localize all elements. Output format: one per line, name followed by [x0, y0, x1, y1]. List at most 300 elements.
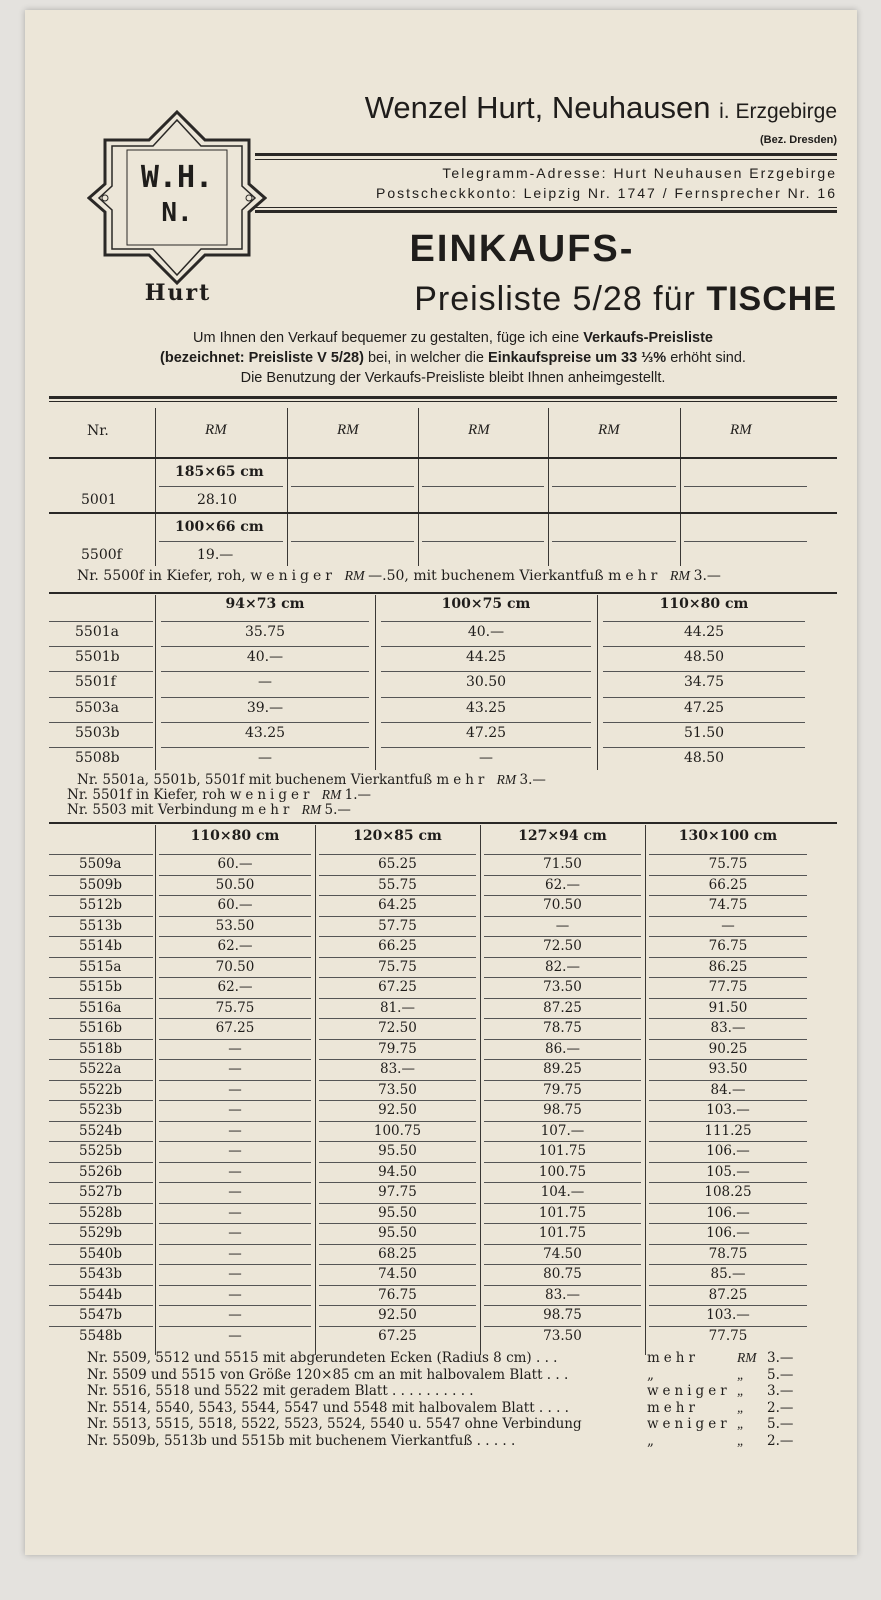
row-rule — [319, 875, 476, 876]
row-rule — [484, 1141, 641, 1142]
row-rule — [159, 1100, 311, 1101]
note-text: Nr. 5501f in Kiefer, roh — [67, 787, 230, 803]
row-rule — [319, 1018, 476, 1019]
row-rule — [159, 895, 311, 896]
item-number: 5503b — [75, 724, 120, 741]
price-value: 57.75 — [378, 917, 417, 934]
row-rule — [49, 1223, 153, 1224]
price-value: 79.75 — [543, 1081, 582, 1098]
price-value: 62.— — [217, 979, 253, 995]
price-value: 44.25 — [683, 624, 725, 640]
price-value: 60.— — [217, 856, 253, 872]
table-2-top-rule — [49, 592, 837, 594]
row-rule — [161, 697, 369, 698]
row-rule — [319, 1080, 476, 1081]
column-divider — [287, 408, 288, 566]
row-rule — [49, 1018, 153, 1019]
price-value: — — [228, 1040, 242, 1057]
price-value: 67.25 — [378, 1327, 417, 1344]
note-part: RM — [669, 569, 694, 584]
price-value: 93.50 — [708, 1061, 748, 1077]
price-value: 66.25 — [708, 876, 748, 893]
price-value: — — [228, 1061, 242, 1077]
intro-text: bei, in welcher die — [367, 350, 485, 366]
row-rule — [159, 1182, 311, 1183]
price-value: — — [555, 917, 570, 934]
row-rule — [484, 936, 641, 937]
row-rule — [649, 1264, 807, 1265]
note-amount: 5.— — [767, 1366, 794, 1383]
price-value: 92.50 — [378, 1307, 417, 1323]
row-rule — [49, 1285, 153, 1286]
item-number: 5501f — [75, 674, 116, 691]
intro-line-1 — [53, 330, 853, 346]
header-rule-top — [255, 153, 837, 156]
price-value: 73.50 — [543, 979, 582, 995]
row-rule — [159, 875, 311, 876]
intro-bold: Verkaufs-Preisliste — [583, 330, 713, 346]
price-value: 43.25 — [244, 724, 286, 741]
row-rule — [161, 646, 369, 647]
price-value: 50.50 — [215, 876, 255, 893]
row-rule — [649, 1305, 807, 1306]
row-rule — [319, 1285, 476, 1286]
item-number: 5547b — [79, 1307, 122, 1323]
row-rule — [319, 977, 476, 978]
row-rule — [484, 1018, 641, 1019]
cell-rule — [159, 486, 283, 487]
row-rule — [381, 621, 591, 622]
row-rule — [49, 1162, 153, 1163]
cell-rule — [291, 486, 414, 487]
note-currency: „ — [737, 1383, 745, 1398]
telegram-address: Telegramm-Adresse: Hurt Neuhausen Erzgebirge — [442, 165, 837, 181]
row-rule — [49, 916, 153, 917]
row-rule — [159, 936, 311, 937]
price-value: 40.— — [467, 624, 505, 640]
item-number: 5528b — [79, 1204, 122, 1221]
note-currency: RM — [496, 772, 520, 787]
price-value: 103.— — [706, 1307, 750, 1323]
row-rule — [649, 1100, 807, 1101]
row-rule — [319, 1182, 476, 1183]
currency-header: RM — [730, 422, 752, 438]
table-2-note — [67, 802, 351, 818]
item-number: 5509a — [79, 856, 122, 872]
row-rule — [319, 998, 476, 999]
item-number: 5548b — [79, 1327, 122, 1344]
row-rule — [649, 998, 807, 999]
price-value: 90.25 — [708, 1040, 748, 1057]
price-value: 106.— — [706, 1143, 750, 1159]
row-rule — [319, 1264, 476, 1265]
size-header: 130×100 cm — [678, 828, 778, 844]
row-rule — [319, 854, 476, 855]
intro-line-3: Die Benutzung der Verkaufs-Preisliste bleibt Ihnen anheimgestellt. — [240, 370, 666, 386]
intro-bold: Einkaufspreise um 33 ⅓% — [488, 350, 667, 366]
row-rule — [649, 957, 807, 958]
row-rule — [484, 1244, 641, 1245]
price-value: — — [228, 1163, 242, 1180]
logo-initial-n: N. — [161, 198, 193, 228]
row-rule — [49, 957, 153, 958]
postscheck-phone: Postscheckkonto: Leipzig Nr. 1747 / Fernsprecher Nr. 16 — [376, 185, 837, 201]
title-tische: TISCHE — [706, 280, 837, 318]
price-value: — — [228, 1102, 242, 1118]
price-value: 87.25 — [543, 999, 582, 1016]
row-rule — [484, 1326, 641, 1327]
price-value: 72.50 — [543, 938, 582, 954]
price-value: — — [228, 1266, 242, 1282]
row-rule — [49, 998, 153, 999]
note-kind: mehr — [647, 1350, 699, 1366]
row-rule — [484, 1121, 641, 1122]
row-rule — [649, 977, 807, 978]
row-rule — [49, 1203, 153, 1204]
row-rule — [159, 1121, 311, 1122]
row-rule — [159, 957, 311, 958]
price-value: 78.75 — [543, 1020, 582, 1036]
item-number: 5513b — [79, 917, 122, 934]
note-kind: weniger — [647, 1416, 731, 1432]
row-rule — [649, 1039, 807, 1040]
firm-name-suffix: i. Erzgebirge — [719, 100, 837, 123]
price-value: 74.50 — [543, 1245, 582, 1262]
item-number: 5524b — [79, 1122, 122, 1139]
row-rule — [603, 646, 805, 647]
row-rule — [319, 1223, 476, 1224]
note-currency: RM — [301, 802, 325, 817]
row-rule — [319, 936, 476, 937]
row-rule — [649, 1203, 807, 1204]
price-value: 106.— — [706, 1204, 750, 1221]
note-amount: 3.— — [519, 772, 546, 788]
row-rule — [49, 1059, 153, 1060]
note-currency: „ — [737, 1416, 745, 1431]
row-rule — [649, 1223, 807, 1224]
row-rule — [49, 1326, 153, 1327]
price-value: 105.— — [706, 1163, 750, 1180]
price-value: 19.— — [197, 547, 234, 563]
price-value: 104.— — [540, 1184, 585, 1200]
row-rule — [161, 671, 369, 672]
item-number: 5525b — [79, 1143, 122, 1159]
size-header: 110×80 cm — [190, 828, 280, 844]
price-value: 71.50 — [543, 856, 582, 872]
row-rule — [49, 936, 153, 937]
row-rule — [159, 1018, 311, 1019]
price-value: 87.25 — [708, 1286, 748, 1303]
price-value: 48.50 — [683, 750, 725, 766]
row-rule — [381, 722, 591, 723]
price-value: 86.25 — [708, 958, 748, 975]
price-value: — — [721, 917, 735, 934]
price-value: 91.50 — [708, 999, 748, 1016]
price-value: 94.50 — [378, 1163, 417, 1180]
item-number: 5500f — [81, 547, 122, 563]
cell-rule — [684, 541, 807, 542]
price-value: 97.75 — [378, 1184, 417, 1200]
price-value: — — [228, 1143, 242, 1159]
price-value: 86.— — [545, 1040, 580, 1057]
row-rule — [49, 854, 153, 855]
price-value: 95.50 — [378, 1225, 417, 1241]
price-value: 67.25 — [378, 979, 417, 995]
note-currency: „ — [737, 1366, 745, 1382]
table-3-note — [87, 1416, 807, 1432]
item-number: 5540b — [79, 1245, 122, 1262]
row-rule — [49, 1039, 153, 1040]
note-kind: mehr — [436, 772, 497, 788]
table-3-top-rule — [49, 822, 837, 824]
note-kind: mehr — [647, 1399, 699, 1416]
section-rule — [49, 396, 837, 399]
row-rule — [603, 722, 805, 723]
item-number: 5526b — [79, 1163, 122, 1180]
price-value: 70.50 — [543, 897, 582, 913]
firm-name — [257, 90, 837, 126]
row-rule — [649, 916, 807, 917]
price-value: 85.— — [710, 1266, 746, 1282]
cell-rule — [422, 541, 544, 542]
item-number: 5518b — [79, 1040, 122, 1057]
item-number: 5512b — [79, 897, 122, 913]
cell-rule — [684, 486, 807, 487]
price-value: 77.75 — [708, 979, 748, 995]
row-rule — [649, 1162, 807, 1163]
cell-rule — [159, 541, 283, 542]
note-kind: „ — [647, 1432, 658, 1449]
price-value: 108.25 — [704, 1184, 752, 1200]
row-rule — [159, 1080, 311, 1081]
price-value: — — [228, 1327, 242, 1344]
note-amount: 5.— — [767, 1416, 794, 1432]
row-rule — [161, 722, 369, 723]
item-number: 5515b — [79, 979, 122, 995]
currency-header: RM — [205, 422, 227, 438]
cell-rule — [552, 541, 676, 542]
row-rule — [159, 977, 311, 978]
price-value: 98.75 — [543, 1102, 582, 1118]
row-rule — [49, 1182, 153, 1183]
row-rule — [319, 1121, 476, 1122]
row-rule — [49, 671, 153, 672]
row-rule — [484, 916, 641, 917]
row-rule — [319, 1244, 476, 1245]
note-amount: 2.— — [767, 1399, 794, 1416]
row-rule — [159, 1285, 311, 1286]
price-value: 83.— — [545, 1286, 580, 1303]
group-rule — [49, 512, 837, 514]
row-rule — [49, 747, 153, 748]
price-value: 73.50 — [543, 1327, 582, 1344]
row-rule — [319, 1100, 476, 1101]
row-rule — [649, 854, 807, 855]
logo-name: Hurt — [144, 280, 212, 306]
price-value: 75.75 — [378, 958, 417, 975]
row-rule — [319, 1326, 476, 1327]
table-3-note — [87, 1400, 807, 1416]
note-text: Nr. 5509, 5512 und 5515 mit abgerundeten Ecken (Radius 8 cm) . . . — [87, 1350, 558, 1366]
item-number: 5001 — [81, 492, 117, 508]
row-rule — [49, 1080, 153, 1081]
row-rule — [159, 1203, 311, 1204]
price-value: 55.75 — [378, 876, 417, 893]
item-number: 5503a — [75, 699, 119, 716]
price-list-sheet — [25, 10, 857, 1555]
row-rule — [603, 697, 805, 698]
size-header: 100×66 cm — [175, 519, 264, 535]
item-number: 5509b — [79, 876, 122, 893]
row-rule — [484, 1182, 641, 1183]
price-value: 64.25 — [378, 897, 417, 913]
firm-name-main: Wenzel Hurt, Neuhausen — [364, 90, 711, 125]
price-value: 106.— — [706, 1225, 750, 1241]
row-rule — [649, 1182, 807, 1183]
size-header: 127×94 cm — [518, 828, 607, 844]
item-number: 5516a — [79, 999, 122, 1016]
note-text: Nr. 5513, 5515, 5518, 5522, 5523, 5524, 5540 u. 5547 ohne Verbindung — [87, 1416, 582, 1432]
price-value: 74.50 — [378, 1266, 417, 1282]
intro-line-2 — [53, 350, 853, 366]
intro-text: Um Ihnen den Verkauf bequemer zu gestalten, füge ich eine — [193, 330, 580, 346]
note-amount: 5.— — [324, 802, 351, 818]
row-rule — [484, 998, 641, 999]
note-kind: „ — [647, 1366, 658, 1383]
price-value: 62.— — [217, 938, 253, 954]
price-value: 92.50 — [378, 1102, 417, 1118]
price-value: 75.75 — [708, 856, 748, 872]
row-rule — [319, 1203, 476, 1204]
row-rule — [319, 1039, 476, 1040]
price-value: 65.25 — [378, 856, 417, 872]
row-rule — [161, 747, 369, 748]
row-rule — [484, 875, 641, 876]
cell-rule — [552, 486, 676, 487]
price-value: 67.25 — [215, 1020, 255, 1036]
price-value: 30.50 — [465, 674, 507, 691]
row-rule — [649, 936, 807, 937]
row-rule — [319, 1059, 476, 1060]
row-rule — [319, 895, 476, 896]
row-rule — [484, 977, 641, 978]
price-value: 80.75 — [543, 1266, 582, 1282]
note-part: weniger — [250, 568, 345, 584]
price-value: — — [228, 1122, 242, 1139]
price-value: 68.25 — [378, 1245, 417, 1262]
row-rule — [49, 1305, 153, 1306]
price-value: 72.50 — [378, 1020, 417, 1036]
table-2-note — [67, 787, 371, 803]
price-value: — — [228, 1225, 242, 1241]
row-rule — [49, 697, 153, 698]
note-part: RM — [344, 569, 369, 584]
row-rule — [649, 1141, 807, 1142]
note-text: Nr. 5514, 5540, 5543, 5544, 5547 und 5548 mit halbovalem Blatt . . . . — [87, 1399, 569, 1416]
column-divider — [680, 408, 681, 566]
row-rule — [484, 1039, 641, 1040]
row-rule — [319, 1305, 476, 1306]
size-header: 94×73 cm — [225, 596, 305, 612]
note-amount: 3.— — [767, 1383, 794, 1399]
price-value: 76.75 — [708, 938, 748, 954]
title-einkaufs: EINKAUFS- — [409, 228, 635, 270]
note-part: Nr. 5500f in Kiefer, roh, — [77, 568, 251, 584]
row-rule — [649, 1121, 807, 1122]
price-value: — — [479, 750, 493, 766]
price-value: 75.75 — [215, 999, 255, 1016]
row-rule — [159, 1039, 311, 1040]
row-rule — [381, 697, 591, 698]
price-value: — — [258, 750, 272, 766]
row-rule — [381, 671, 591, 672]
row-rule — [484, 1305, 641, 1306]
price-value: 77.75 — [708, 1327, 748, 1344]
price-value: — — [228, 1245, 242, 1262]
item-number: 5516b — [79, 1020, 122, 1036]
note-currency: „ — [737, 1432, 745, 1448]
price-value: 43.25 — [465, 699, 507, 716]
price-value: 101.75 — [538, 1225, 587, 1241]
note-currency: „ — [737, 1399, 745, 1415]
row-rule — [159, 1244, 311, 1245]
row-rule — [319, 1141, 476, 1142]
row-rule — [649, 875, 807, 876]
price-value: 70.50 — [215, 958, 255, 975]
row-rule — [161, 621, 369, 622]
logo-initials: W.H. — [140, 160, 214, 195]
price-value: 79.75 — [378, 1040, 417, 1057]
table-3-note — [87, 1367, 807, 1383]
row-rule — [319, 957, 476, 958]
size-header: 110×80 cm — [659, 596, 749, 612]
row-rule — [49, 977, 153, 978]
column-divider — [155, 408, 156, 566]
note-text: Nr. 5503 mit Verbindung — [67, 802, 242, 818]
row-rule — [603, 671, 805, 672]
price-value: 100.75 — [373, 1122, 422, 1139]
price-value: 111.25 — [704, 1122, 752, 1139]
row-rule — [159, 854, 311, 855]
currency-header: RM — [468, 422, 490, 438]
header-rule-top-thin — [255, 159, 837, 160]
row-rule — [649, 1285, 807, 1286]
price-value: 73.50 — [378, 1081, 417, 1098]
price-value: 40.— — [246, 649, 284, 666]
column-divider — [548, 408, 549, 566]
row-rule — [484, 1162, 641, 1163]
row-rule — [649, 895, 807, 896]
price-value: 47.25 — [465, 724, 507, 741]
row-rule — [49, 895, 153, 896]
item-number: 5522b — [79, 1081, 122, 1098]
item-number: 5544b — [79, 1286, 122, 1303]
row-rule — [484, 1100, 641, 1101]
price-value: 28.10 — [197, 492, 238, 508]
price-value: 60.— — [217, 897, 253, 913]
note-text: Nr. 5509 und 5515 von Größe 120×85 cm an mit halbovalem Blatt . . . — [87, 1366, 569, 1383]
row-rule — [381, 646, 591, 647]
row-rule — [649, 1080, 807, 1081]
row-rule — [159, 1059, 311, 1060]
price-value: 103.— — [706, 1102, 750, 1118]
row-rule — [49, 875, 153, 876]
note-text: Nr. 5516, 5518 und 5522 mit geradem Blatt . . . . . . . . . . — [87, 1383, 474, 1399]
row-rule — [49, 1264, 153, 1265]
table-3-note — [87, 1350, 807, 1366]
note-part: mehr — [608, 568, 670, 584]
row-rule — [603, 621, 805, 622]
